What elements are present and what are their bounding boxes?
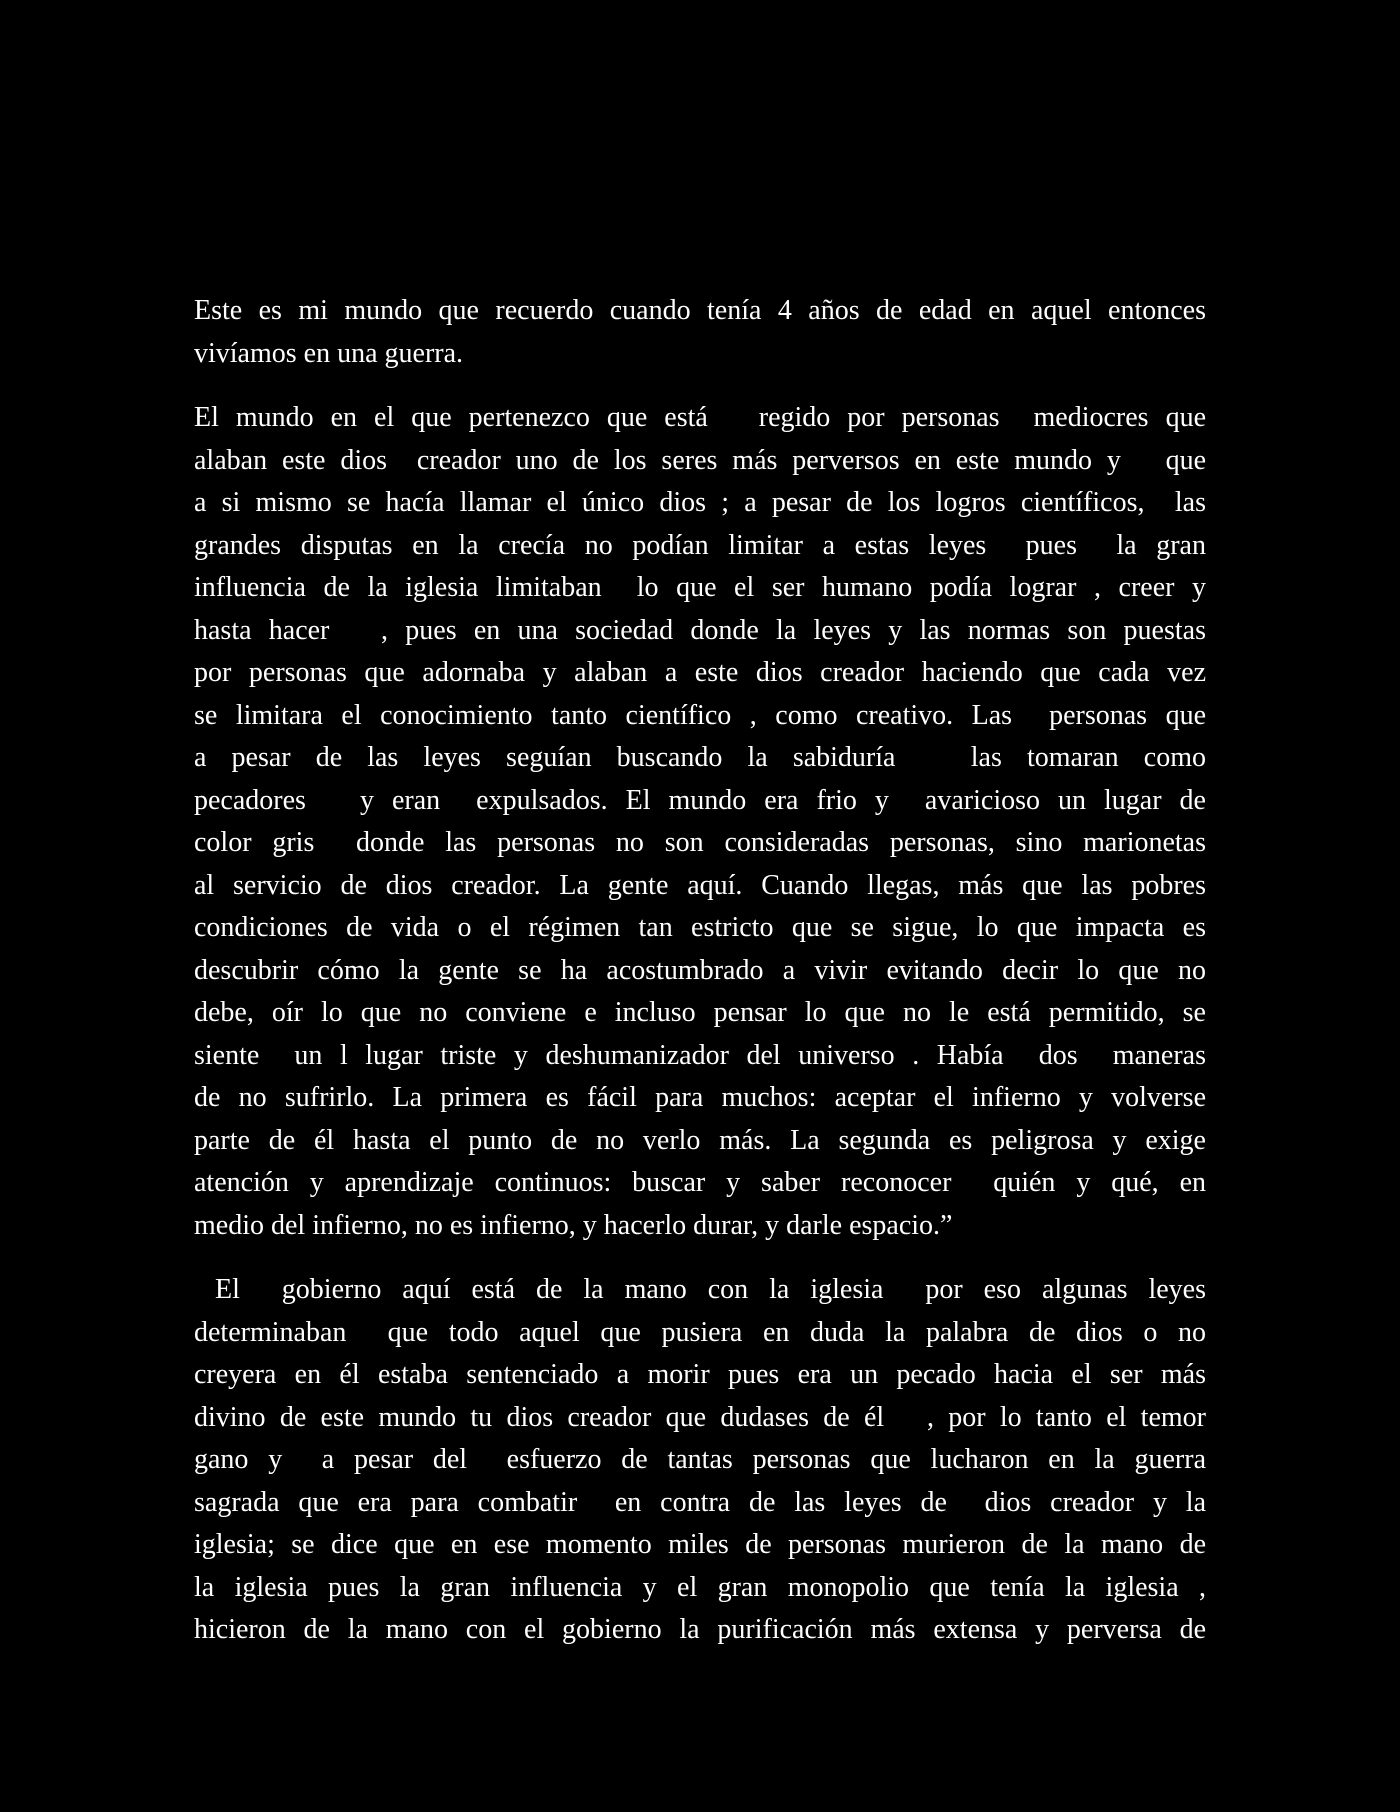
text-line: se limitara el conocimiento tanto científico , como creativo. Las personas que [194, 699, 1206, 731]
text-line: creyera en él estaba sentenciado a morir pues era un pecado hacia el ser más [194, 1359, 1206, 1390]
body-text [194, 290, 1206, 1674]
text-line: El gobierno aquí está de la mano con la iglesia por eso algunas leyes [194, 1274, 1206, 1305]
text-line: color gris donde las personas no son consideradas personas, sino marionetas [194, 827, 1206, 858]
text-line: influencia de la iglesia limitaban lo que el ser humano podía lograr , creer y [194, 572, 1206, 603]
text-line: por personas que adornaba y alaban a este dios creador haciendo que cada vez [194, 657, 1206, 688]
text-line: medio del infierno, no es infierno, y hacerlo durar, y darle espacio.” [194, 1209, 953, 1241]
paragraph-1 [194, 290, 1206, 375]
text-line: de no sufrirlo. La primera es fácil para muchos: aceptar el infierno y volverse [194, 1082, 1206, 1113]
text-line: divino de este mundo tu dios creador que dudases de él , por lo tanto el temor [194, 1401, 1206, 1433]
text-line: alaban este dios creador uno de los seres más perversos en este mundo y que [194, 444, 1206, 476]
text-line: hasta hacer , pues en una sociedad donde la leyes y las normas son puestas [194, 614, 1206, 646]
text-line: debe, oír lo que no conviene e incluso pensar lo que no le está permitido, se [194, 997, 1206, 1028]
text-line: grandes disputas en la crecía no podían limitar a estas leyes pues la gran [194, 529, 1206, 561]
text-line: vivíamos en una guerra. [194, 337, 464, 369]
text-line: siente un l lugar triste y deshumanizador del universo . Había dos maneras [194, 1039, 1206, 1071]
text-line: parte de él hasta el punto de no verlo más. La segunda es peligrosa y exige [194, 1124, 1206, 1156]
text-line: hicieron de la mano con el gobierno la purificación más extensa y perversa de [194, 1614, 1206, 1645]
text-line: Este es mi mundo que recuerdo cuando tenía 4 años de edad en aquel entonces [194, 295, 1206, 326]
text-line: iglesia; se dice que en ese momento miles de personas murieron de la mano de [194, 1529, 1206, 1560]
text-line: a pesar de las leyes seguían buscando la sabiduría las tomaran como [194, 742, 1206, 773]
text-line: condiciones de vida o el régimen tan estricto que se sigue, lo que impacta es [194, 912, 1206, 943]
text-line: atención y aprendizaje continuos: buscar y saber reconocer quién y qué, en [194, 1167, 1206, 1198]
text-line: sagrada que era para combatir en contra de las leyes de dios creador y la [194, 1486, 1206, 1518]
text-line: determinaban que todo aquel que pusiera en duda la palabra de dios o no [194, 1316, 1206, 1348]
text-line: pecadores y eran expulsados. El mundo era frio y avaricioso un lugar de [194, 784, 1206, 816]
text-line: descubrir cómo la gente se ha acostumbrado a vivir evitando decir lo que no [194, 954, 1206, 986]
text-line: gano y a pesar del esfuerzo de tantas personas que lucharon en la guerra [194, 1444, 1206, 1475]
paragraph-3 [194, 1269, 1206, 1652]
text-line: al servicio de dios creador. La gente aquí. Cuando llegas, más que las pobres [194, 869, 1206, 901]
text-line: a si mismo se hacía llamar el único dios ; a pesar de los logros científicos, las [194, 487, 1206, 518]
paragraph-2 [194, 397, 1206, 1247]
text-line: la iglesia pues la gran influencia y el gran monopolio que tenía la iglesia , [194, 1571, 1206, 1603]
text-line: El mundo en el que pertenezco que está regido por personas mediocres que [194, 402, 1206, 433]
